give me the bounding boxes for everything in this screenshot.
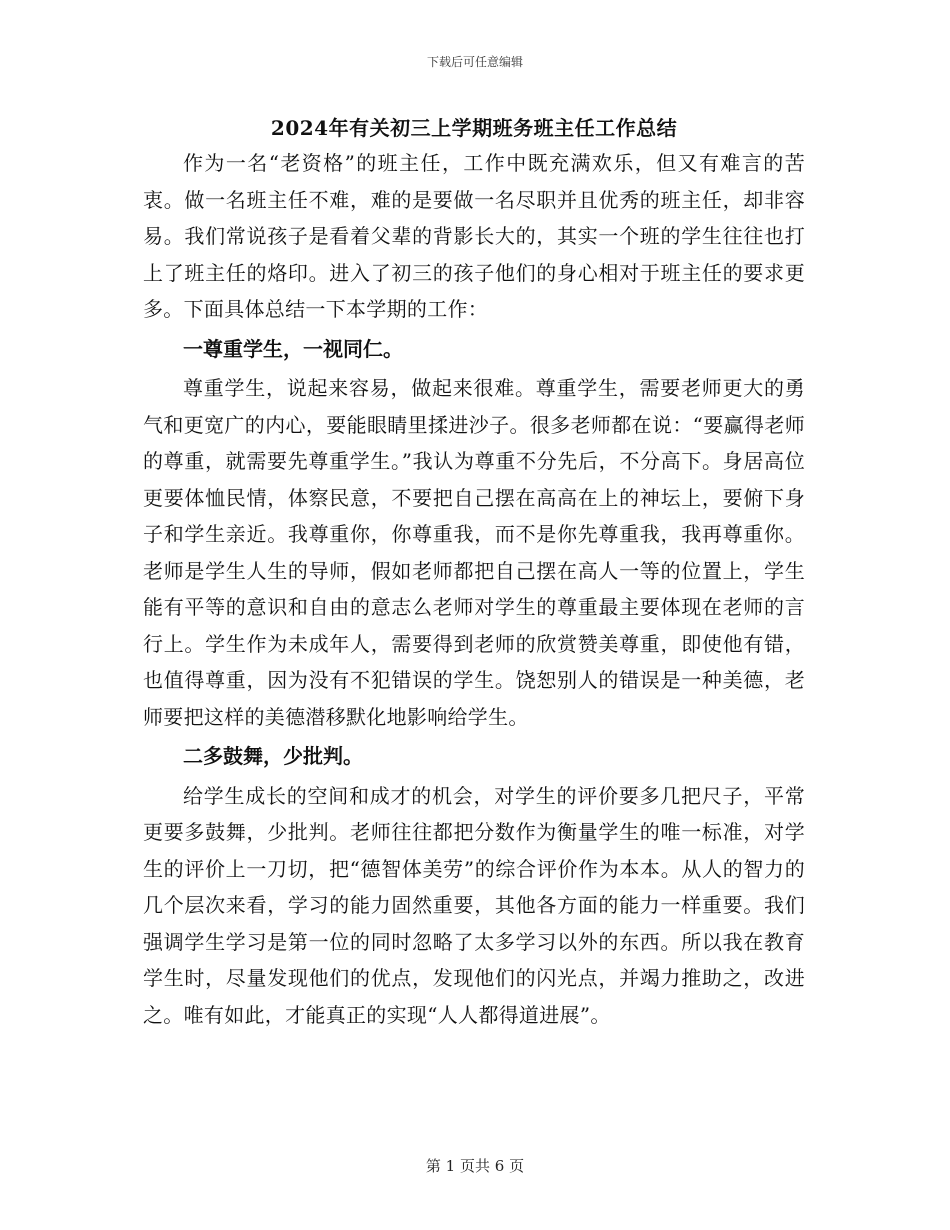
page-header-note: 下载后可任意编辑 xyxy=(426,55,523,69)
document-title: 2024年有关初三上学期班务班主任工作总结 xyxy=(270,116,678,140)
section-heading-encourage: 二多鼓舞，少批判。 xyxy=(183,744,363,768)
document-body xyxy=(143,113,805,1033)
section-body-encourage: 给学生成长的空间和成才的机会，对学生的评价要多几把尺子，平常更要多鼓舞，少批判。老师往往都把分数作为衡量学生的唯一标准，对学生的评价上一刀切，把“德智体美劳”的综合评价作为本本。从人的智力的几个层次来看，学习的能力固然重要，其他各方面的能力一样重要。我们强调学生学习是第一位的同时忽略了太多学习以外的东西。所以我在教育学生时，尽量发现他们的优点，发现他们的闪光点，并竭力推助之，改进之。唯有如此，才能真正的实现“人人都得道进展”。 xyxy=(143,783,805,1027)
page-number: 第 1 页共 6 页 xyxy=(425,1157,525,1175)
section-body-respect: 尊重学生，说起来容易，做起来很难。尊重学生，需要老师更大的勇气和更宽广的内心，要能眼睛里揉进沙子。很多老师都在说：“要赢得老师的尊重，就需要先尊重学生。”我认为尊重不分先后，不分高下。身居高位更要体恤民情，体察民意，不要把自己摆在高高在上的神坛上，要俯下身子和学生亲近。我尊重你，你尊重我，而不是你先尊重我，我再尊重你。老师是学生人生的导师，假如老师都把自己摆在高人一等的位置上，学生能有平等的意识和自由的意志么老师对学生的尊重最主要体现在老师的言行上。学生作为未成年人，需要得到老师的欣赏赞美尊重，即使他有错，也值得尊重，因为没有不犯错误的学生。饶恕别人的错误是一种美德，老师要把这样的美德潜移默化地影响给学生。 xyxy=(143,376,805,729)
intro-paragraph: 作为一名“老资格”的班主任，工作中既充满欢乐，但又有难言的苦衷。做一名班主任不难，难的是要做一名尽职并且优秀的班主任，却非容易。我们常说孩子是看着父辈的背影长大的，其实一个班的学生往往也打上了班主任的烙印。进入了初三的孩子他们的身心相对于班主任的要求更多。下面具体总结一下本学期的工作： xyxy=(143,151,805,321)
section-heading-respect: 一尊重学生，一视同仁。 xyxy=(183,336,403,361)
